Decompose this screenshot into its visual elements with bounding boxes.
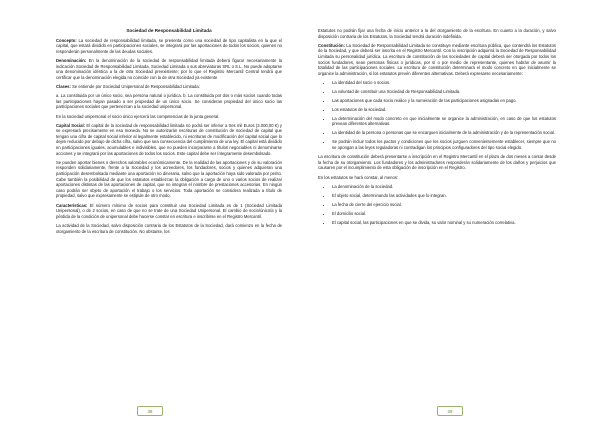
paragraph [318, 43, 556, 77]
paragraph-heading: Denominación: [56, 57, 87, 63]
list-item: • La voluntad de constituir una Sociedad de Responsabilidad Limitada. [332, 89, 556, 95]
paragraph-text: La sociedad de responsabilidad limitada, se presenta como una sociedad de tipo capitalista en la que el capital, que estará dividido en participaciones sociales, se integrará por las aportaciones de todos los socios, quienes no responderán personalmente de las deudas sociales. [56, 37, 282, 54]
paragraph-text: La actividad de la Sociedad, salvo disposición contraria de los Estatutos de la Sociedad, dará comienzo en la fecha de otorgamiento de la escritura de constitución. No obstante, los [56, 222, 282, 234]
paragraph-text: Se entiende por Sociedad Unipersonal de Responsabilidad Limitada: [70, 83, 200, 89]
list-item: • Las aportaciones que cada socio realice y la numeración de las participaciones asignadas en pago. [332, 98, 556, 104]
paragraph [56, 123, 282, 157]
paragraph [318, 175, 556, 181]
paragraph-text: a. La constituida por un único socio, sea persona natural o jurídica. b. La constituida por dos o más socios cuando todas las participaciones hayan pasado a ser propiedad de un único socio. Se consideran propiedad del único socio las participaciones sociales que pertenezcan a la sociedad unipersonal. [56, 93, 282, 110]
left-paragraphs [56, 38, 282, 235]
list-item: • La identidad del socio o socios. [332, 80, 556, 86]
paragraph-heading: Clases: [56, 83, 71, 89]
paragraph-text: Estatutos no podrán fijar una fecha de inicio anterior a la del otorgamiento de la escritura. En cuanto a la duración, y salvo disposición contraria de los Estatutos, la Sociedad tendrá duración indefinida. [318, 28, 556, 39]
list-item: • El capital social, las participaciones en que se divida, su valor nominal y su numeración correlativa. [332, 220, 556, 226]
paragraph [318, 154, 556, 171]
list-item: • Se podrán incluir todos los pactos y condiciones que los socios juzguen convenientemente establecer, siempre que no se opongan a las leyes reguladoras ni contradigan los principios configuradores del tipo social elegido. [332, 139, 556, 150]
paragraph [56, 93, 282, 110]
paragraph [56, 223, 282, 234]
paragraph-heading: Concepto: [56, 37, 77, 43]
page-number-right: 39 [437, 406, 463, 416]
list-item: • La identidad de la persona o personas que se encarguen inicialmente de la administración y de la representación social. [332, 130, 556, 136]
paragraph [56, 38, 282, 55]
paragraph-text: En la sociedad unipersonal el socio único ejercerá las competencias de la junta general. [56, 113, 220, 119]
paragraph-text: En la denominación de la sociedad de responsabilidad limitada deberá figurar necesariamente la indicación Sociedad de Responsabilidad Limitada, Sociedad Limitada o sus abreviaturas SRL o S.L. No puede adoptarse una denominación idéntica a la de otra Sociedad preexistente; por lo que el Registro Mercantil Central tendrá que certificar que la denominación elegida no coincide con la de otra Sociedad ya existente [56, 57, 282, 80]
paragraph-heading: Constitución: [318, 42, 345, 48]
list-item: • La fecha de cierre del ejercicio social. [332, 202, 556, 208]
right-paragraphs-top [318, 28, 556, 76]
paragraph [56, 160, 282, 199]
right-page-text [318, 28, 556, 225]
list-item: • Los estatutos de la sociedad. [332, 107, 556, 113]
paragraph-text: En los estatutos se hará constar, al menos: [318, 174, 399, 180]
left-page-text [56, 28, 282, 234]
right-paragraphs-mid [318, 154, 556, 180]
paragraph-heading: Características: [56, 202, 88, 208]
paragraph-heading: Capital Social: [56, 122, 86, 128]
page-number-left: 38 [137, 406, 163, 416]
paragraph-text: La escritura de constitución deberá presentarse a inscripción en el Registro Mercantil en el plazo de dos meses a contar desde la fecha de su otorgamiento. Los fundadores y los administradores responderán solidariamente de los daños y perjuicios que causaren por el incumplimiento de esta obligación de inscripción en el Registro. [318, 154, 556, 171]
statutes-requirements-list [318, 184, 556, 226]
list-item: • El objeto social, determinando las actividades que lo integran. [332, 193, 556, 199]
constitution-requirements-list [318, 80, 556, 151]
paragraph-text: El capital de la sociedad de responsabilidad limitada no podrá ser inferior a tres mil Euros (3.000,00 €) y se expresará precisamente en esa moneda. No se autorizarán escrituras de constitución de sociedad de capital que tengan una cifra de capital social inferior al legalmente establecido, ni escrituras de modificación del capital social que lo dejen reducido por debajo de dicha cifra, salvo que sea consecuencia del cumplimiento de una ley. El capital está dividido en participaciones iguales, acumulables e indivisibles, que no pueden incorporarse a títulos negociables ni denominarse acciones y se integrará por las aportaciones de todos los socios. Este capital debe ser íntegramente desembolsado. [56, 122, 282, 156]
paragraph [56, 203, 282, 220]
paragraph [56, 84, 282, 90]
paragraph [318, 28, 556, 39]
list-item: • La denominación de la sociedad. [332, 184, 556, 190]
right-page [300, 0, 600, 424]
paragraph [56, 114, 282, 120]
list-item: • La determinación del modo concreto en que inicialmente se organice la administración, en caso de que los estatutos prevean diferentes alternativas. [332, 116, 556, 127]
paragraph-text: Se pueden aportar bienes o derechos valorables económicamente. De la realidad de las aportaciones y de su valoración responden solidariamente, frente a la Sociedad y los acreedores, los fundadores, socios y quienes adquieran una participación desembolsada mediante una aportación no dineraria, salvo que la aportación haya sido valorada por perito. Cabe también la posibilidad de que los estatutos establezcan la obligación a cargo de uno o varios socios de realizar aportaciones distintas de las aportaciones de capital, que no integran el nombre de prestaciones accesorias. En ningún caso podrán ser objeto de aportación el trabajo o los servicios. Toda aportación se considera realizada a título de propiedad, salvo que expresamente se estipule de otro modo. [56, 159, 282, 199]
list-item: • El domicilio social. [332, 211, 556, 217]
paragraph-text: La Sociedad de Responsabilidad Limitada se constituye mediante escritura pública, que contendrá los Estatutos de la Sociedad, y que deberá ser inscrita en el Registro Mercantil. Con la inscripción adquirirá la Sociedad de Responsabilidad Limitada su personalidad jurídica. La escritura de constitución de las sociedades de capital deberá ser otorgada por todos los socios fundadores, sean personas físicas o jurídicas, por sí o por medio de representante, quienes habrán de asumir la totalidad de las participaciones sociales. La escritura de constitución determinará el modo concreto en que inicialmente se organice la administración, si los estatutos prevén diferentes alternativas. Deberá expresarse necesariamente: [318, 42, 556, 76]
section-title: Sociedad de Responsabilidad Limitada [126, 28, 212, 33]
paragraph-text: El número mínimo de socios para constituir una Sociedad Limitada es de 1 (Sociedad Limitada Unipersonal), o de 2 socios, en caso de que no se trate de una Sociedad Unipersonal. El cambio de socio/único/a y la pérdida de la condición de unipersonal debe hacerse constar en escritura e inscribirse en el Registro Mercantil. [56, 202, 282, 219]
paragraph [56, 58, 282, 80]
